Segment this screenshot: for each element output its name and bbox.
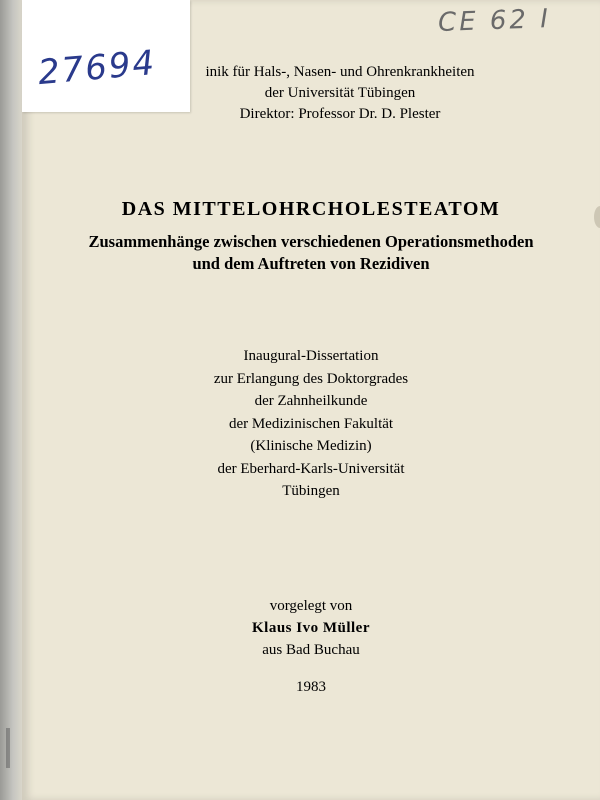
publication-year: 1983 <box>296 679 326 695</box>
author-block <box>22 595 600 661</box>
institution-line: inik für Hals-, Nasen- und Ohrenkrankheiten <box>205 64 475 80</box>
author-origin: aus Bad Buchau <box>262 642 360 658</box>
author-name: Klaus Ivo Müller <box>251 620 370 636</box>
dissertation-line: der Medizinischen Fakultät <box>228 415 394 432</box>
sticker-number: 27694 <box>36 42 158 94</box>
dissertation-line: der Eberhard-Karls-Universität <box>217 460 405 477</box>
dissertation-line: Tübingen <box>282 483 340 499</box>
dissertation-line: zur Erlangung des Doktorgrades <box>213 370 409 387</box>
dissertation-line: der Zahnheilkunde <box>254 393 368 409</box>
subtitle-line: Zusammenhänge zwischen verschiedenen Operationsmethoden <box>88 232 534 251</box>
dissertation-line: (Klinische Medizin) <box>250 438 372 454</box>
handwritten-shelf-mark: CE 62 I <box>437 4 552 38</box>
dissertation-line: Inaugural-Dissertation <box>243 348 379 364</box>
presented-by: vorgelegt von <box>269 598 353 614</box>
document-subtitle <box>22 231 600 275</box>
document-title: DAS MITTELOHRCHOLESTEATOM <box>121 198 501 220</box>
scan-edge <box>0 0 22 800</box>
subtitle-line: und dem Auftreten von Rezidiven <box>192 254 430 273</box>
institution-line: Direktor: Professor Dr. D. Plester <box>239 106 441 122</box>
scan-artifact <box>6 728 10 768</box>
institution-header <box>160 62 520 125</box>
institution-line: der Universität Tübingen <box>264 85 416 101</box>
dissertation-description <box>22 345 600 503</box>
